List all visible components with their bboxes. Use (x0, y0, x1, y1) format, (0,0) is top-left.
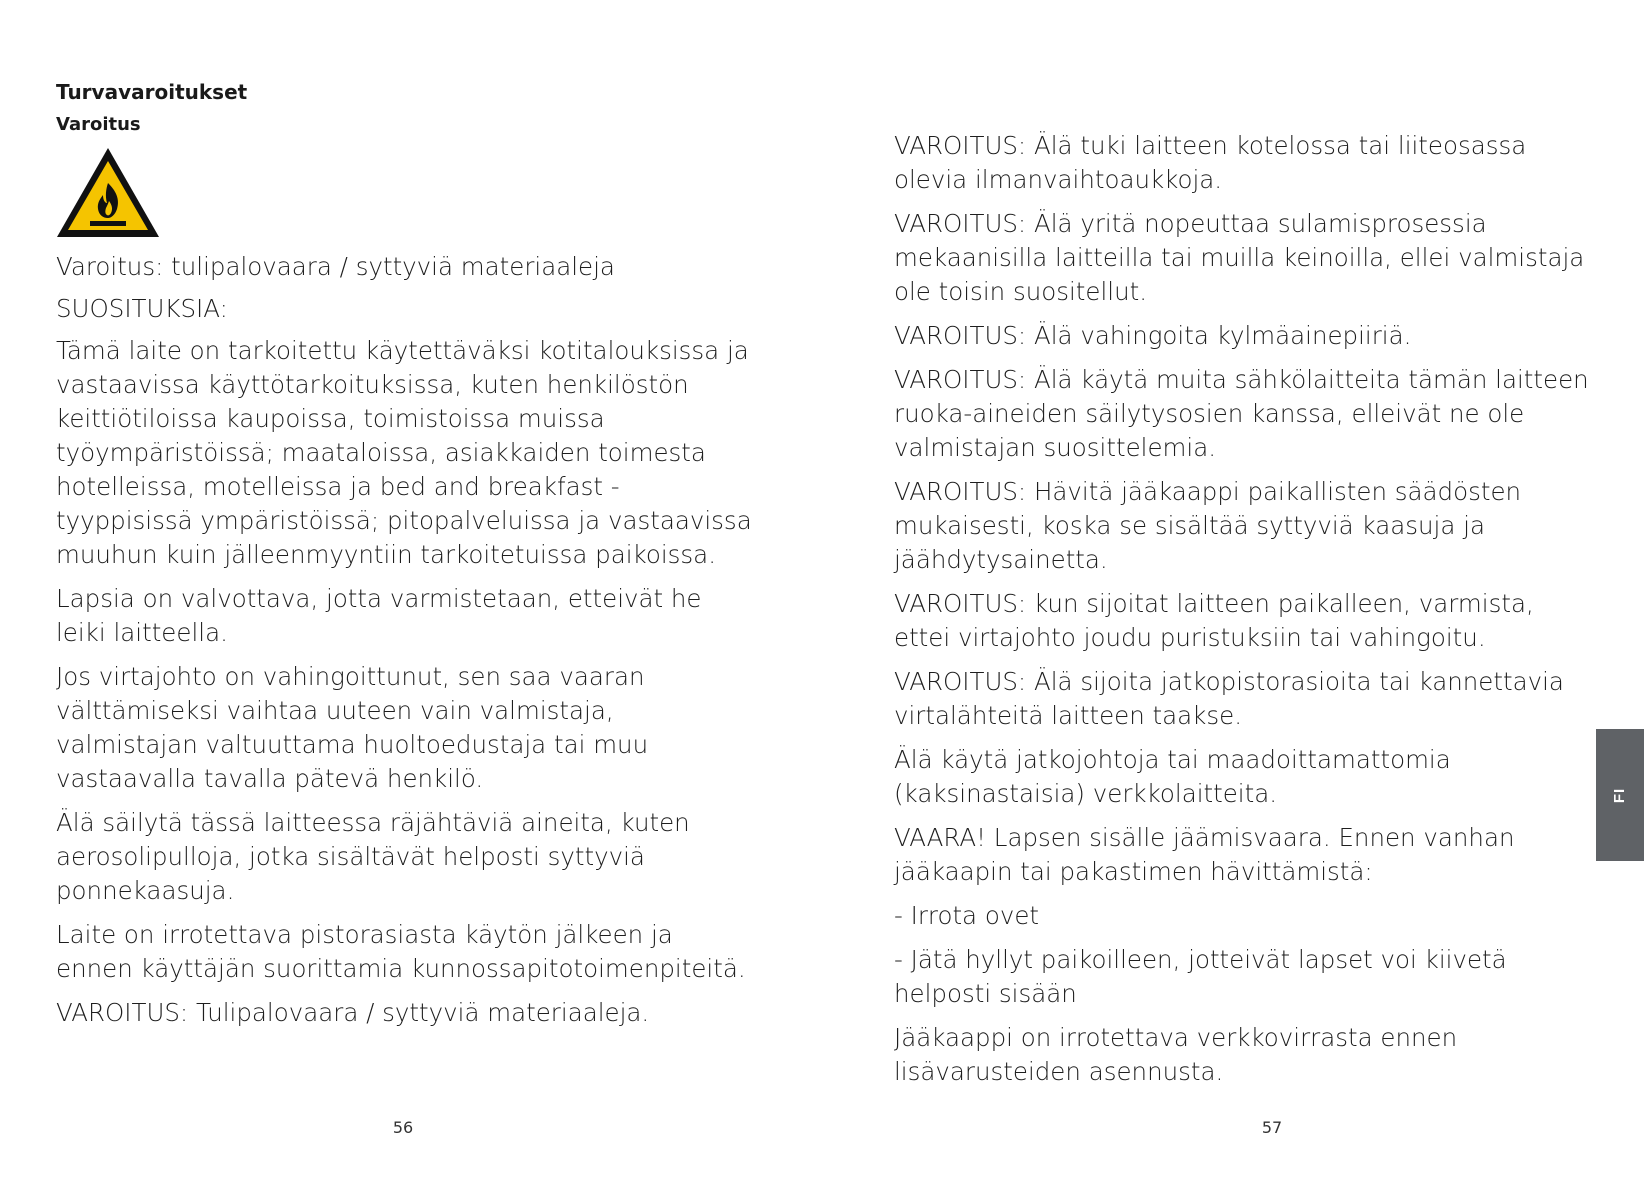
disconnect-before-accessories-paragraph: Jääkaappi on irrotettava verkkovirrasta ennen lisävarusteiden asennusta. (894, 1023, 1458, 1086)
defrost-warning: VAROITUS: Älä yritä nopeuttaa sulamisprosessia mekaanisilla laitteilla tai muilla keinoilla, ellei valmistaja ole toisin suositellut. (894, 209, 1585, 306)
power-cord-paragraph: Jos virtajohto on vahingoittunut, sen saa vaaran välttämiseksi vaihtaa uuteen vain valmistaja, valmistajan valtuuttama huoltoedustaja tai muu vastaavalla tavalla pätevä henkilö. (56, 662, 649, 793)
children-supervision-paragraph: Lapsia on valvottava, jotta varmistetaan, etteivät he leiki laitteella. (56, 584, 702, 647)
left-column-text (56, 250, 756, 1040)
right-page (822, 0, 1644, 1191)
socket-placement-warning: VAROITUS: Älä sijoita jatkopistorasioita tai kannettavia virtalähteitä laitteen taakse. (894, 667, 1564, 730)
disposal-warning: VAROITUS: Hävitä jääkaappi paikallisten säädösten mukaisesti, koska se sisältää syttyviä kaasuja ja jäähdytysainetta. (894, 477, 1522, 574)
recommendations-label: SUOSITUKSIA: (56, 294, 228, 323)
right-column-text (894, 129, 1594, 1099)
cord-placement-warning: VAROITUS: kun sijoitat laitteen paikalleen, varmista, ettei virtajohto joudu puristuksiin tai vahingoitu. (894, 589, 1534, 652)
page-number: 56 (392, 1118, 414, 1137)
extension-cord-paragraph: Älä käytä jatkojohtoja tai maadoittamattomia (kaksinastaisia) verkkolaitteita. (894, 745, 1451, 808)
leave-shelves-item: - Jätä hyllyt paikoilleen, jotteivät lapset voi kiivetä helposti sisään (894, 945, 1507, 1008)
explosive-substances-paragraph: Älä säilytä tässä laitteessa räjähtäviä aineita, kuten aerosolipulloja, jotka sisältävät helposti syttyviä ponnekaasuja. (56, 808, 690, 905)
electrical-appliances-warning: VAROITUS: Älä käytä muita sähkölaitteita tämän laitteen ruoka-aineiden säilytysosien kanssa, elleivät ne ole valmistajan suosittelemia. (894, 365, 1589, 462)
page-number: 57 (1261, 1118, 1283, 1137)
intended-use-paragraph: Tämä laite on tarkoitettu käytettäväksi kotitalouksissa ja vastaavissa käyttötarkoituksissa, kuten henkilöstön keittiötiloissa kaupoissa, toimistoissa muissa työympäristöissä; maataloissa, asiakkaiden toimesta hotelleissa, motelleissa ja bed and breakfast -tyyppisissä ympäristöissä; pitopalveluissa ja vastaavissa muuhun kuin jälleenmyyntiin tarkoitetuissa paikoissa. (56, 336, 752, 569)
unplug-paragraph: Laite on irrotettava pistorasiasta käytön jälkeen ja ennen käyttäjän suorittamia kunnossapitotoimenpiteitä. (56, 920, 746, 983)
refrigerant-circuit-warning: VAROITUS: Älä vahingoita kylmäainepiiriä. (894, 321, 1412, 350)
section-heading: Turvavaroitukset (56, 80, 248, 104)
ventilation-warning: VAROITUS: Älä tuki laitteen kotelossa tai liiteosassa olevia ilmanvaihtoaukkoja. (894, 131, 1527, 194)
remove-doors-item: - Irrota ovet (894, 901, 1040, 930)
fire-warning-paragraph: VAROITUS: Tulipalovaara / syttyviä materiaaleja. (56, 998, 650, 1027)
warning-subheading: Varoitus (56, 114, 141, 135)
language-tab-label: FI (1611, 787, 1629, 803)
flammable-warning-icon (54, 145, 162, 241)
fire-hazard-warning: Varoitus: tulipalovaara / syttyviä materiaaleja (56, 252, 615, 281)
language-tab (1596, 729, 1644, 861)
entrapment-danger-paragraph: VAARA! Lapsen sisälle jäämisvaara. Ennen vanhan jääkaapin tai pakastimen hävittämistä: (894, 823, 1515, 886)
